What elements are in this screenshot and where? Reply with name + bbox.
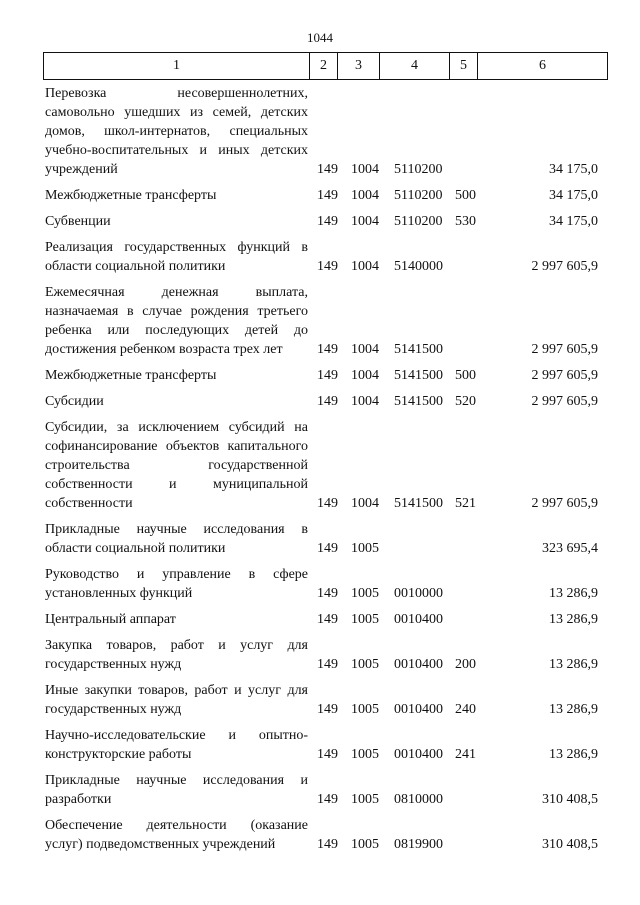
target-article-code: 5141500	[394, 368, 443, 383]
admin-code: 149	[317, 162, 338, 177]
section-code: 1005	[351, 747, 379, 762]
amount: 13 286,9	[549, 747, 598, 762]
target-article-code: 0819900	[394, 837, 443, 852]
amount: 2 997 605,9	[531, 496, 598, 511]
amount: 2 997 605,9	[531, 259, 598, 274]
target-article-code: 5141500	[394, 342, 443, 357]
amount: 34 175,0	[549, 214, 598, 229]
admin-code: 149	[317, 368, 338, 383]
amount: 310 408,5	[542, 792, 598, 807]
section-code: 1005	[351, 612, 379, 627]
admin-code: 149	[317, 496, 338, 511]
target-article-code: 0010000	[394, 586, 443, 601]
admin-code: 149	[317, 259, 338, 274]
table-row	[0, 238, 640, 276]
admin-code: 149	[317, 586, 338, 601]
target-article-code: 5110200	[394, 214, 443, 229]
amount: 34 175,0	[549, 162, 598, 177]
row-name: Центральный аппарат	[45, 612, 176, 627]
row-name: Субсидии, за исключением субсидий на софинансирование объектов капитального строительства государственной собственности и муниципальной собственности	[45, 420, 308, 511]
table-row	[0, 520, 640, 558]
admin-code: 149	[317, 702, 338, 717]
amount: 34 175,0	[549, 188, 598, 203]
row-name: Межбюджетные трансферты	[45, 368, 217, 383]
amount: 13 286,9	[549, 586, 598, 601]
admin-code: 149	[317, 837, 338, 852]
admin-code: 149	[317, 657, 338, 672]
section-code: 1005	[351, 837, 379, 852]
column-header-table	[43, 52, 608, 80]
admin-code: 149	[317, 342, 338, 357]
amount: 310 408,5	[542, 837, 598, 852]
row-name: Субвенции	[45, 214, 111, 229]
section-code: 1004	[351, 259, 379, 274]
admin-code: 149	[317, 214, 338, 229]
section-code: 1005	[351, 586, 379, 601]
expense-type-code: 520	[455, 394, 476, 409]
expense-type-code: 521	[455, 496, 476, 511]
target-article-code: 5141500	[394, 496, 443, 511]
expense-type-code: 241	[455, 747, 476, 762]
expense-type-code: 240	[455, 702, 476, 717]
expense-type-code: 200	[455, 657, 476, 672]
page-number: 1044	[307, 30, 333, 45]
table-row	[0, 771, 640, 809]
column-header-row	[44, 53, 608, 80]
section-code: 1004	[351, 162, 379, 177]
table-row	[0, 816, 640, 854]
amount: 2 997 605,9	[531, 368, 598, 383]
column-header-5: 5	[450, 53, 478, 80]
table-row	[0, 186, 640, 205]
column-header-4: 4	[380, 53, 450, 80]
amount: 323 695,4	[542, 541, 598, 556]
row-name: Руководство и управление в сфере установленных функций	[45, 567, 308, 601]
table-row	[0, 565, 640, 603]
section-code: 1005	[351, 702, 379, 717]
section-code: 1004	[351, 368, 379, 383]
row-name: Ежемесячная денежная выплата, назначаемая в случае рождения третьего ребенка или последующих детей до достижения ребенком возраста трех лет	[45, 285, 308, 357]
table-row	[0, 84, 640, 179]
column-header-3: 3	[338, 53, 380, 80]
row-name: Прикладные научные исследования в области социальной политики	[45, 522, 308, 556]
amount: 2 997 605,9	[531, 342, 598, 357]
amount: 2 997 605,9	[531, 394, 598, 409]
admin-code: 149	[317, 541, 338, 556]
column-header-2: 2	[310, 53, 338, 80]
row-name: Субсидии	[45, 394, 104, 409]
target-article-code: 5110200	[394, 188, 443, 203]
section-code: 1005	[351, 657, 379, 672]
table-row	[0, 681, 640, 719]
amount: 13 286,9	[549, 612, 598, 627]
section-code: 1004	[351, 188, 379, 203]
admin-code: 149	[317, 612, 338, 627]
target-article-code: 5141500	[394, 394, 443, 409]
row-name: Иные закупки товаров, работ и услуг для государственных нужд	[45, 683, 308, 717]
section-code: 1004	[351, 214, 379, 229]
table-row	[0, 726, 640, 764]
expense-type-code: 500	[455, 188, 476, 203]
section-code: 1004	[351, 496, 379, 511]
row-name: Межбюджетные трансферты	[45, 188, 217, 203]
target-article-code: 0810000	[394, 792, 443, 807]
target-article-code: 5110200	[394, 162, 443, 177]
amount: 13 286,9	[549, 702, 598, 717]
row-name: Перевозка несовершеннолетних, самовольно ушедших из семей, детских домов, школ-интернатов, специальных учебно-воспитательных и иных детских учреждений	[45, 86, 308, 177]
target-article-code: 5140000	[394, 259, 443, 274]
target-article-code: 0010400	[394, 702, 443, 717]
admin-code: 149	[317, 394, 338, 409]
target-article-code: 0010400	[394, 747, 443, 762]
section-code: 1004	[351, 342, 379, 357]
budget-table-body	[0, 84, 640, 861]
section-code: 1004	[351, 394, 379, 409]
section-code: 1005	[351, 792, 379, 807]
table-row	[0, 212, 640, 231]
amount: 13 286,9	[549, 657, 598, 672]
admin-code: 149	[317, 188, 338, 203]
target-article-code: 0010400	[394, 657, 443, 672]
section-code: 1005	[351, 541, 379, 556]
table-row	[0, 283, 640, 359]
table-row	[0, 392, 640, 411]
row-name: Закупка товаров, работ и услуг для государственных нужд	[45, 638, 308, 672]
row-name: Научно-исследовательские и опытно-конструкторские работы	[45, 728, 308, 762]
column-header-1: 1	[44, 53, 310, 80]
column-header-6: 6	[478, 53, 608, 80]
table-row	[0, 636, 640, 674]
admin-code: 149	[317, 747, 338, 762]
admin-code: 149	[317, 792, 338, 807]
row-name: Прикладные научные исследования и разработки	[45, 773, 308, 807]
target-article-code: 0010400	[394, 612, 443, 627]
row-name: Обеспечение деятельности (оказание услуг) подведомственных учреждений	[45, 818, 308, 852]
table-row	[0, 366, 640, 385]
table-row	[0, 610, 640, 629]
row-name: Реализация государственных функций в области социальной политики	[45, 240, 308, 274]
table-row	[0, 418, 640, 513]
expense-type-code: 500	[455, 368, 476, 383]
expense-type-code: 530	[455, 214, 476, 229]
